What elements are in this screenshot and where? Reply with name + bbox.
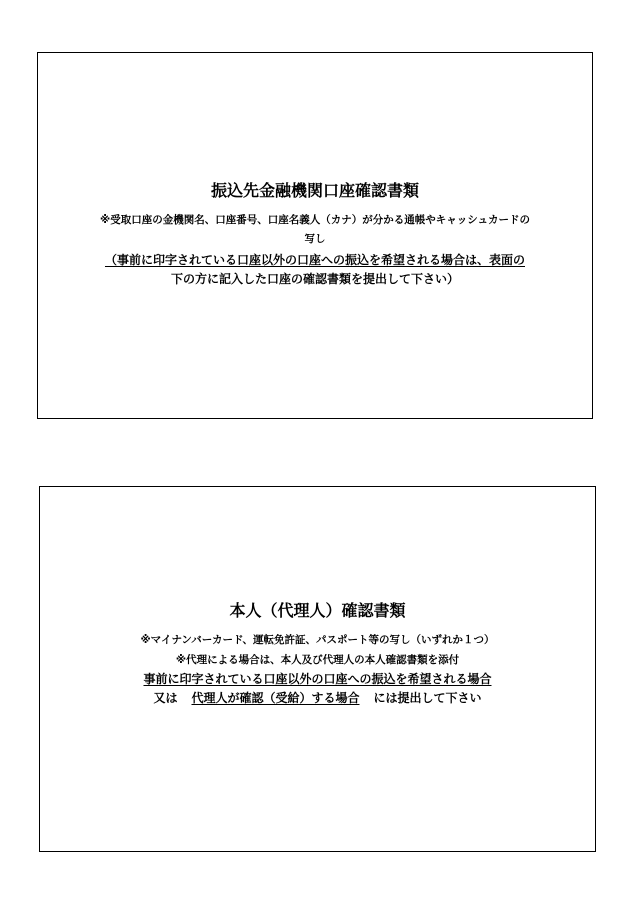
identity-condition1-text: 事前に印字されている口座以外の口座への振込を希望される場合 bbox=[143, 672, 492, 686]
bank-account-document-title: 振込先金融機関口座確認書類 bbox=[210, 181, 419, 200]
identity-condition-line1 bbox=[40, 670, 595, 687]
identity-note-line1: ※マイナンバーカード、運転免許証、パスポート等の写し（いずれか１つ） bbox=[140, 634, 495, 646]
identity-document-box bbox=[39, 486, 596, 852]
bank-account-paren-line1 bbox=[38, 251, 592, 268]
bank-account-paren-line2: 下の方に記入した口座の確認書類を提出して下さい） bbox=[170, 272, 459, 286]
identity-or-label: 又は bbox=[153, 691, 178, 705]
identity-condition2-text: 代理人が確認（受給）する場合 bbox=[191, 691, 360, 705]
identity-note-line2: ※代理による場合は、本人及び代理人の本人確認書類を添付 bbox=[175, 654, 460, 666]
identity-document-title: 本人（代理人）確認書類 bbox=[229, 601, 406, 620]
bank-account-paren-line1-text: （事前に印字されている口座以外の口座への振込を希望される場合は、表面の bbox=[104, 253, 525, 267]
bank-account-note-line2: 写し bbox=[304, 233, 326, 245]
bank-account-document-box bbox=[37, 52, 593, 419]
identity-suffix: には提出して下さい bbox=[373, 691, 482, 705]
identity-condition-line2 bbox=[40, 689, 595, 706]
bank-account-note-line1: ※受取口座の金機関名、口座番号、口座名義人（カナ）が分かる通帳やキャッシュカードの bbox=[100, 214, 530, 226]
